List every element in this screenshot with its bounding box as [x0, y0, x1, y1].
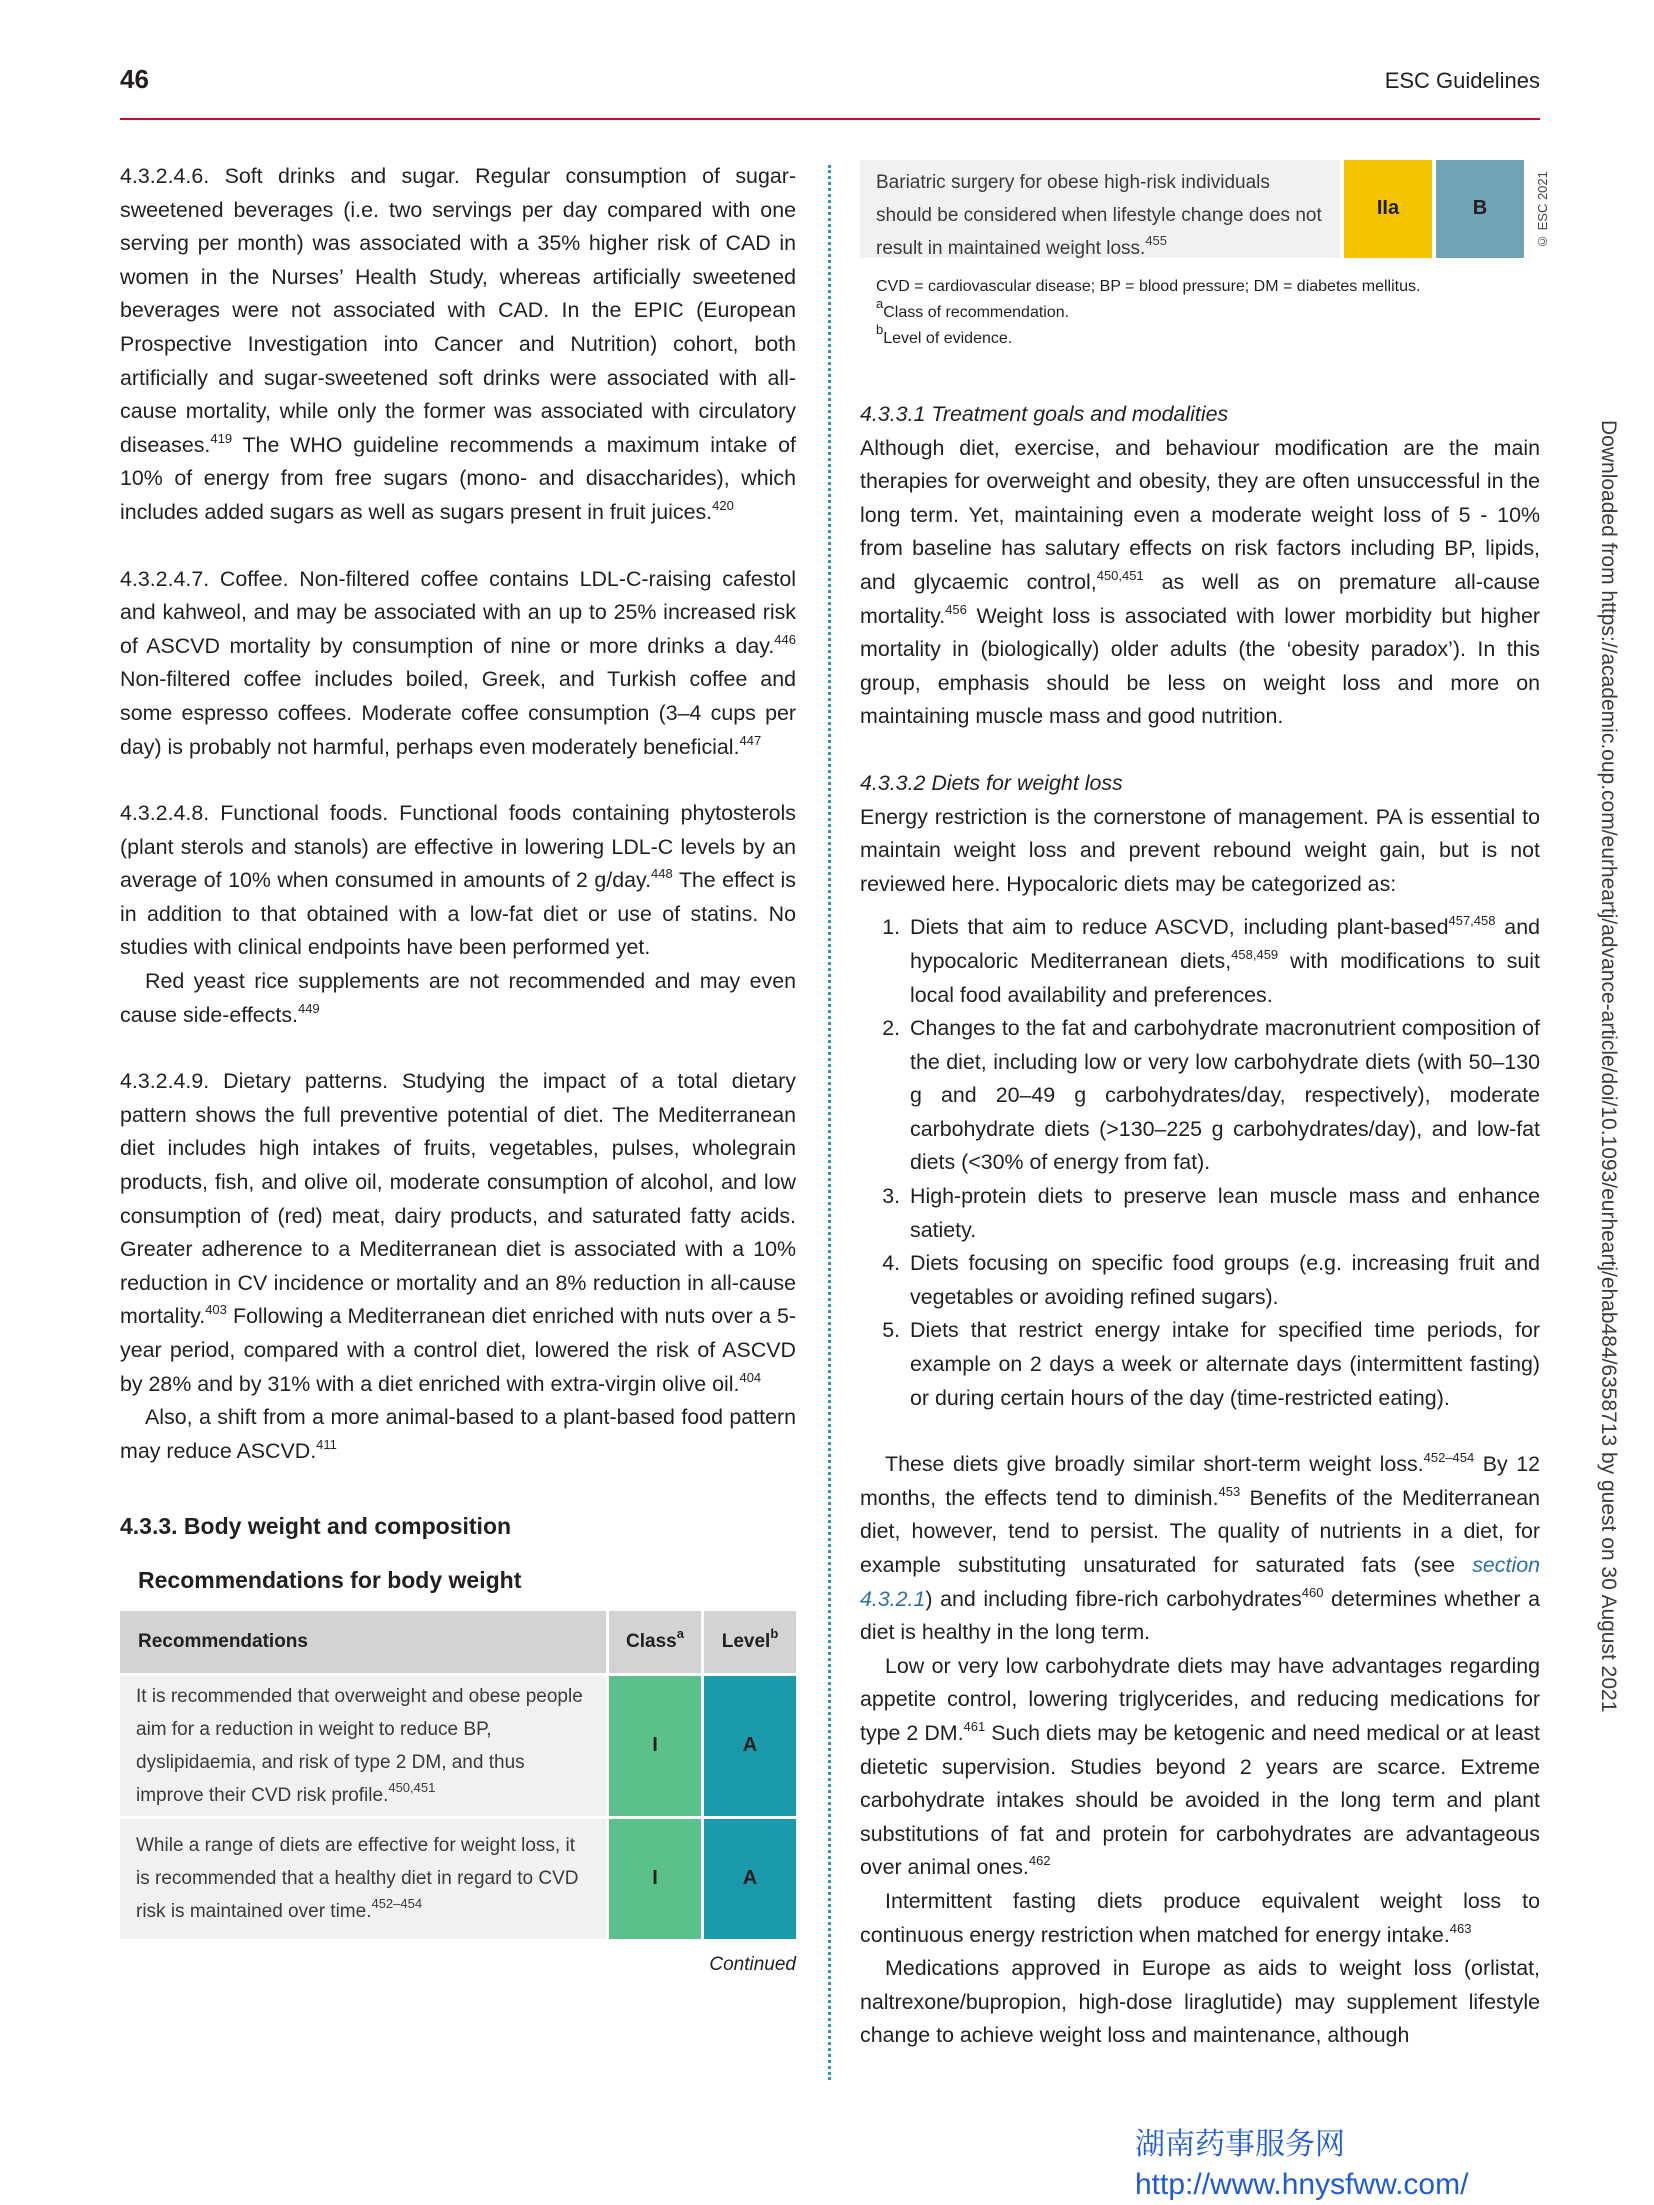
recommendations-title: Recommendations for body weight [138, 1566, 522, 1593]
table-header-row [120, 1611, 796, 1673]
footnote-b [876, 322, 1540, 352]
list-item: 5. Diets that restrict energy intake for specified time periods, for example on 2 days a week or alternate days (intermittent fasting) or during certain hours of the day (time-restricted eating). [906, 1314, 1540, 1415]
text: Red yeast rice supplements are not recommended and may even cause side-effects. [120, 969, 796, 1027]
paragraph-soft-drinks [120, 160, 796, 530]
level-cell: A [704, 1819, 796, 1939]
text: The WHO guideline recommends a maximum intake of 10% of energy from free sugars (mono- and disaccharides), which includes added sugars as well as sugars present in fruit juices. [120, 432, 796, 524]
subsection-title-diets: 4.3.3.2 Diets for weight loss [860, 770, 1123, 795]
header-class-label: Class [626, 1631, 677, 1653]
text: By 12 months, the effects tend to diminish. [860, 1452, 1540, 1510]
text: 4.3.2.4.6. Soft drinks and sugar. Regular consumption of sugar-sweetened beverages (i.e. two servings per day compared with one serving per month) was associated with a 35% higher risk of CAD in women in the Nurses’ Health Study, whereas artificially sweetened beverages were not associated with CAD. In the EPIC (European Prospective Investigation into Cancer and Nutrition) cohort, both artificially and sugar-sweetened soft drinks were associated with all-cause mortality, while only the former was associated with circulatory diseases. [120, 164, 796, 457]
reference: 452–454 [371, 1896, 423, 1912]
table-row [120, 1676, 796, 1816]
footnote-mark: b [876, 322, 884, 337]
reference: 447 [739, 732, 762, 748]
text: as well as on premature all-cause mortality. [860, 569, 1540, 628]
recommendation-row-bariatric [860, 160, 1550, 259]
text: ) and including fibre-rich carbohydrates [925, 1586, 1302, 1611]
reference: 450,451 [1096, 567, 1144, 583]
paragraph-energy-restriction: Energy restriction is the cornerstone of management. PA is essential to maintain weight loss and prevent rebound weight gain, but is not reviewed here. Hypocaloric diets may be categorized as: [860, 804, 1540, 896]
table-footnotes [876, 274, 1540, 352]
watermark [1135, 2125, 1468, 2205]
page-number: 46 [120, 64, 149, 94]
text: These diets give broadly similar short-term weight loss. [885, 1452, 1424, 1477]
level-cell: A [704, 1676, 796, 1816]
text: Although diet, exercise, and behaviour modification are the main therapies for overweight and obesity, they are often unsuccessful in the long term. Yet, maintaining even a moderate weight loss of 5 - 10% from baseline has salutary effects on risk factors including BP, lipids, and glycaemic control, [860, 435, 1540, 594]
header-level [704, 1611, 796, 1673]
text: Weight loss is associated with lower morbidity but higher mortality in (biologically) older adults (the ‘obesity paradox’). In this group, emphasis should be less on weight loss and more on maintaining muscle mass and good nutrition. [860, 603, 1540, 729]
text: The effect is in addition to that obtained with a low-fat diet or use of statins. No studies with clinical endpoints have been performed yet. [120, 868, 796, 960]
header-class [609, 1611, 701, 1673]
reference: 403 [205, 1302, 227, 1318]
text: 4.3.2.4.7. Coffee. Non-filtered coffee contains LDL-C-raising cafestol and kahweol, and may be associated with an up to 25% increased risk of ASCVD mortality by consumption of nine or more drinks a day. [120, 566, 796, 658]
text: determines whether a diet is healthy in the long term. [860, 1586, 1541, 1645]
reference: 461 [963, 1718, 986, 1734]
reference: 419 [210, 430, 233, 446]
list-item: 2. Changes to the fat and carbohydrate macronutrient composition of the diet, including low or very low carbohydrate diets (with 50–130 g and 20–49 g carbohydrates/day, respectively), moderate carbohydrate diets (>130–225 g carbohydrates/day), and low-fat diets (<30% of energy from fat). [906, 1012, 1540, 1180]
paragraph-plant-based [120, 1401, 796, 1468]
footnote-a [876, 296, 1540, 326]
reference: 458,459 [1231, 946, 1279, 962]
recommendation-text [120, 1819, 606, 1939]
class-cell: I [609, 1676, 701, 1816]
text: Diets that aim to reduce ASCVD, including plant-based [910, 915, 1449, 940]
text: Non-filtered coffee includes boiled, Greek, and Turkish coffee and some espresso coffees. Moderate coffee consumption (3–4 cups per day) is probably not harmful, perhaps even moderately beneficial. [120, 667, 796, 759]
reference: 455 [1145, 233, 1168, 248]
footnote-mark: b [770, 1626, 779, 1642]
footnote-abbreviations: CVD = cardiovascular disease; BP = blood pressure; DM = diabetes mellitus. [876, 278, 1421, 295]
continued-label: Continued [709, 1953, 796, 1975]
class-cell: I [609, 1819, 701, 1939]
reference: 453 [1218, 1483, 1241, 1499]
reference: 463 [1449, 1920, 1472, 1936]
copyright-label: © ESC 2021 [1535, 171, 1550, 249]
reference: 404 [739, 1369, 762, 1385]
reference: 446 [774, 631, 796, 647]
text: Following a Mediterranean diet enriched with nuts over a 5-year period, compared with a control diet, lowered the risk of ASCVD by 28% and by 31% with a diet enriched with extra-virgin olive oil. [120, 1304, 796, 1396]
text: Low or very low carbohydrate diets may have advantages regarding appetite control, lowering triglycerides, and reducing medications for type 2 DM. [860, 1653, 1540, 1745]
recommendations-table [117, 1608, 799, 1942]
text: Also, a shift from a more animal-based to a plant-based food pattern may reduce ASCVD. [120, 1405, 796, 1463]
text: Intermittent fasting diets produce equivalent weight loss to continuous energy restriction when matched for energy intake. [860, 1888, 1540, 1947]
reference: 449 [297, 1000, 320, 1016]
footnote-mark: a [676, 1626, 684, 1642]
header-level-label: Level [721, 1631, 771, 1653]
reference: 448 [651, 866, 673, 882]
level-cell: B [1436, 160, 1524, 258]
text: with modifications to suit local food availability and preferences. [910, 948, 1540, 1007]
paragraph-medications: Medications approved in Europe as aids to weight loss (orlistat, naltrexone/bupropion, high-dose liraglutide) may supplement lifestyle change to achieve weight loss and maintenance, although [860, 1956, 1540, 2048]
text: Class of recommendation. [883, 304, 1070, 321]
paragraph-functional-foods [120, 797, 796, 965]
reference: 462 [1028, 1853, 1051, 1869]
section-link[interactable]: section 4.3.2.1 [860, 1553, 1540, 1611]
table-row [120, 1819, 796, 1939]
section-heading: 4.3.3. Body weight and composition [120, 1513, 512, 1540]
header-rule [120, 118, 1540, 120]
recommendation-text [120, 1676, 606, 1816]
reference: 450,451 [388, 1779, 436, 1795]
reference: 460 [1301, 1584, 1324, 1600]
footnote-mark: a [876, 296, 884, 311]
recommendation-text [860, 160, 1340, 258]
class-cell: IIa [1344, 160, 1432, 258]
reference: 452–454 [1423, 1450, 1475, 1466]
column-divider [828, 165, 831, 2080]
reference: 411 [316, 1436, 337, 1452]
list-item: 3. High-protein diets to preserve lean muscle mass and enhance satiety. [906, 1180, 1540, 1247]
paragraph-intermittent-fasting [860, 1885, 1540, 1952]
subsection-title-goals: 4.3.3.1 Treatment goals and modalities [860, 402, 1229, 426]
watermark-title: 湖南药事服务网 [1135, 2128, 1345, 2161]
text: Level of evidence. [883, 330, 1013, 347]
reference: 456 [945, 601, 967, 617]
text: Bariatric surgery for obese high-risk individuals should be considered when lifestyle change does not result in maintained weight loss. [876, 172, 1322, 259]
header-recommendations: Recommendations [120, 1611, 606, 1673]
paragraph-low-carb [860, 1650, 1540, 1885]
text: and hypocaloric Mediterranean diets, [910, 915, 1540, 973]
paragraph-these-diets [860, 1448, 1540, 1650]
paragraph-red-yeast [120, 965, 796, 1032]
text: Benefits of the Mediterranean diet, however, tend to persist. The quality of nutrients in a diet, for example substituting unsaturated for saturated fats (see [860, 1485, 1540, 1577]
reference: 420 [712, 497, 734, 513]
running-head: ESC Guidelines [1384, 68, 1540, 93]
reference: 457,458 [1448, 913, 1496, 929]
right-column [860, 160, 1550, 2053]
download-note: Downloaded from https://academic.oup.com/eurheartj/advance-article/doi/10.1093/eurheartj/ehab484/6358713 by guest on 30 August 2021 [1597, 420, 1620, 1713]
left-column [120, 160, 796, 1981]
text: Such diets may be ketogenic and need medical or at least dietetic supervision. Studies beyond 2 years are scarce. Extreme carbohydrate intakes should be avoided in the long term and plant substitutions of fat and protein for carbohydrates are advantageous over animal ones. [860, 1720, 1540, 1880]
list-item: 4. Diets focusing on specific food groups (e.g. increasing fruit and vegetables or avoiding refined sugars). [906, 1247, 1540, 1314]
paragraph-dietary-patterns [120, 1065, 796, 1401]
watermark-url[interactable]: http://www.hnysfww.com/ [1135, 2168, 1469, 2201]
paragraph-treatment-goals [860, 432, 1540, 734]
text: While a range of diets are effective for weight loss, it is recommended that a healthy diet in regard to CVD risk is maintained over time. [136, 1835, 579, 1923]
text: It is recommended that overweight and obese people aim for a reduction in weight to reduce BP, dyslipidaemia, and risk of type 2 DM, and thus improve their CVD risk profile. [136, 1685, 583, 1806]
diet-list [860, 911, 1540, 1415]
text: 4.3.2.4.9. Dietary patterns. Studying the impact of a total dietary pattern shows the full preventive potential of diet. The Mediterranean diet includes high intakes of fruits, vegetables, pulses, wholegrain products, fish, and olive oil, moderate consumption of alcohol, and low consumption of (red) meat, dairy products, and saturated fatty acids. Greater adherence to a Mediterranean diet is associated with a 10% reduction in CV incidence or mortality and an 8% reduction in all-cause mortality. [120, 1069, 796, 1329]
paragraph-coffee [120, 563, 796, 765]
list-item [906, 911, 1540, 1012]
text: 4.3.2.4.8. Functional foods. Functional foods containing phytosterols (plant sterols and stanols) are effective in lowering LDL-C levels by an average of 10% when consumed in amounts of 2 g/day. [120, 801, 796, 893]
